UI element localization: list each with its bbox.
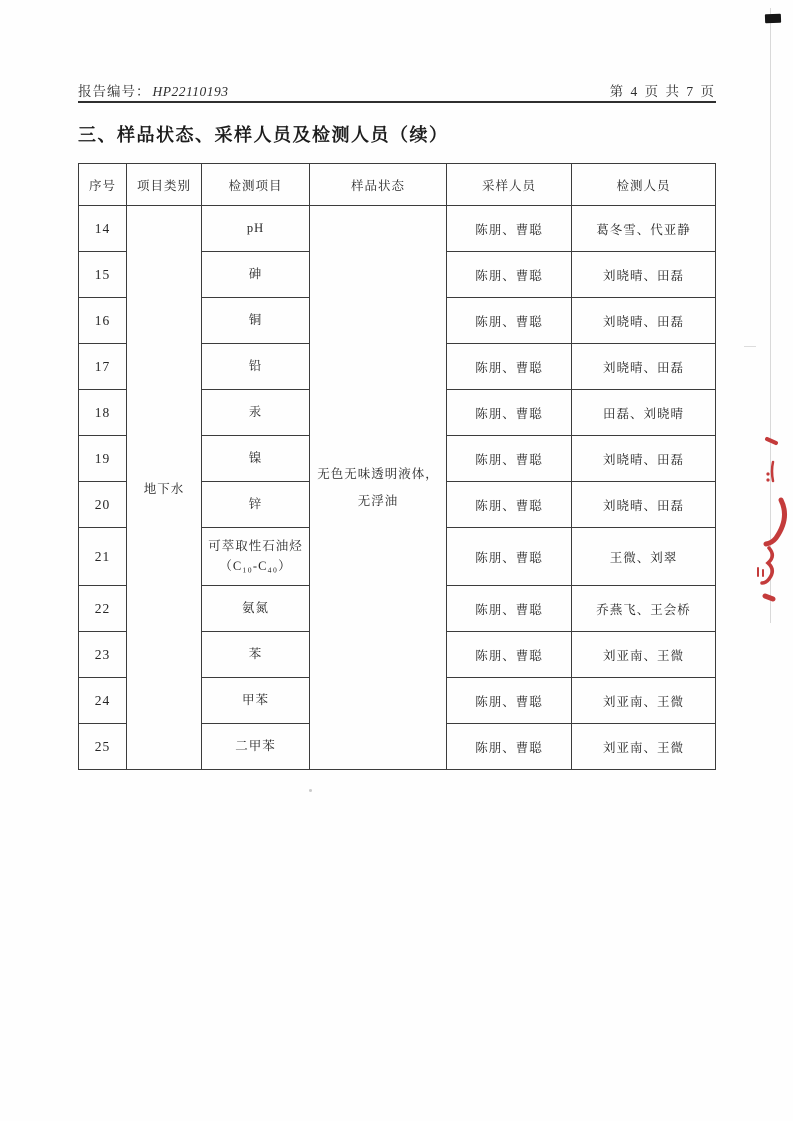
cell-sampler: 陈朋、曹聪 [447,252,572,298]
column-header-state: 样品状态 [310,164,447,206]
cell-item: 二甲苯 [202,724,310,770]
report-number-label: 报告编号： [78,84,151,99]
cell-item: 甲苯 [202,678,310,724]
cell-sampler: 陈朋、曹聪 [447,586,572,632]
cell-seq: 24 [79,678,127,724]
cell-tester: 田磊、刘晓晴 [572,390,716,436]
cell-seq: 17 [79,344,127,390]
cell-tester: 刘亚南、王微 [572,632,716,678]
state-line-2: 无浮油 [357,493,399,508]
cell-item: 汞 [202,390,310,436]
cell-sampler: 陈朋、曹聪 [447,632,572,678]
cell-seq: 19 [79,436,127,482]
cell-item: pH [202,206,310,252]
column-header-seq: 序号 [79,164,127,206]
cell-item: 铅 [202,344,310,390]
cell-sampler: 陈朋、曹聪 [447,298,572,344]
cell-seq: 22 [79,586,127,632]
report-number-group [78,80,229,100]
cell-item: 可萃取性石油烃（C₁₀-C₄₀） [202,528,310,586]
scan-speck [309,789,312,792]
cell-sampler: 陈朋、曹聪 [447,436,572,482]
cell-tester: 乔燕飞、王会桥 [572,586,716,632]
report-number-value: HP22110193 [152,84,229,99]
cell-tester: 刘晓晴、田磊 [572,482,716,528]
cell-item: 镍 [202,436,310,482]
cell-tester: 葛冬雪、代亚静 [572,206,716,252]
page-number-info: 第 4 页 共 7 页 [609,84,716,99]
cell-item: 铜 [202,298,310,344]
cell-sampler: 陈朋、曹聪 [447,206,572,252]
cell-seq: 25 [79,724,127,770]
cell-tester: 刘晓晴、田磊 [572,298,716,344]
cell-seq: 15 [79,252,127,298]
table-row [79,206,716,252]
cell-item: 砷 [202,252,310,298]
cell-item: 苯 [202,632,310,678]
cell-state-merged [310,206,447,770]
cell-tester: 刘晓晴、田磊 [572,344,716,390]
cell-category-merged: 地下水 [127,206,202,770]
header-divider [78,101,716,103]
scan-mark-icon [765,14,781,24]
cell-tester: 刘晓晴、田磊 [572,436,716,482]
column-header-tester: 检测人员 [572,164,716,206]
cell-tester: 刘亚南、王微 [572,678,716,724]
cell-item: 氨氮 [202,586,310,632]
cell-sampler: 陈朋、曹聪 [447,678,572,724]
state-line-1: 无色无味透明液体， [317,467,439,482]
column-header-sampler: 采样人员 [447,164,572,206]
cell-sampler: 陈朋、曹聪 [447,482,572,528]
table-header-row [79,164,716,206]
cell-tester: 王微、刘翠 [572,528,716,586]
report-header [78,80,716,100]
cell-sampler: 陈朋、曹聪 [447,528,572,586]
scan-tick-mark [744,346,756,347]
cell-sampler: 陈朋、曹聪 [447,724,572,770]
cell-seq: 21 [79,528,127,586]
cell-seq: 18 [79,390,127,436]
column-header-item: 检测项目 [202,164,310,206]
cell-seq: 20 [79,482,127,528]
cell-tester: 刘晓晴、田磊 [572,252,716,298]
section-title: 三、样品状态、采样人员及检测人员（续） [78,125,449,145]
table-body [79,206,716,770]
cell-seq: 14 [79,206,127,252]
sample-status-table [78,163,716,770]
red-stamp-fragment-icon [752,430,793,610]
cell-item: 锌 [202,482,310,528]
cell-sampler: 陈朋、曹聪 [447,390,572,436]
cell-tester: 刘亚南、王微 [572,724,716,770]
column-header-category: 项目类别 [127,164,202,206]
cell-seq: 16 [79,298,127,344]
cell-sampler: 陈朋、曹聪 [447,344,572,390]
cell-seq: 23 [79,632,127,678]
